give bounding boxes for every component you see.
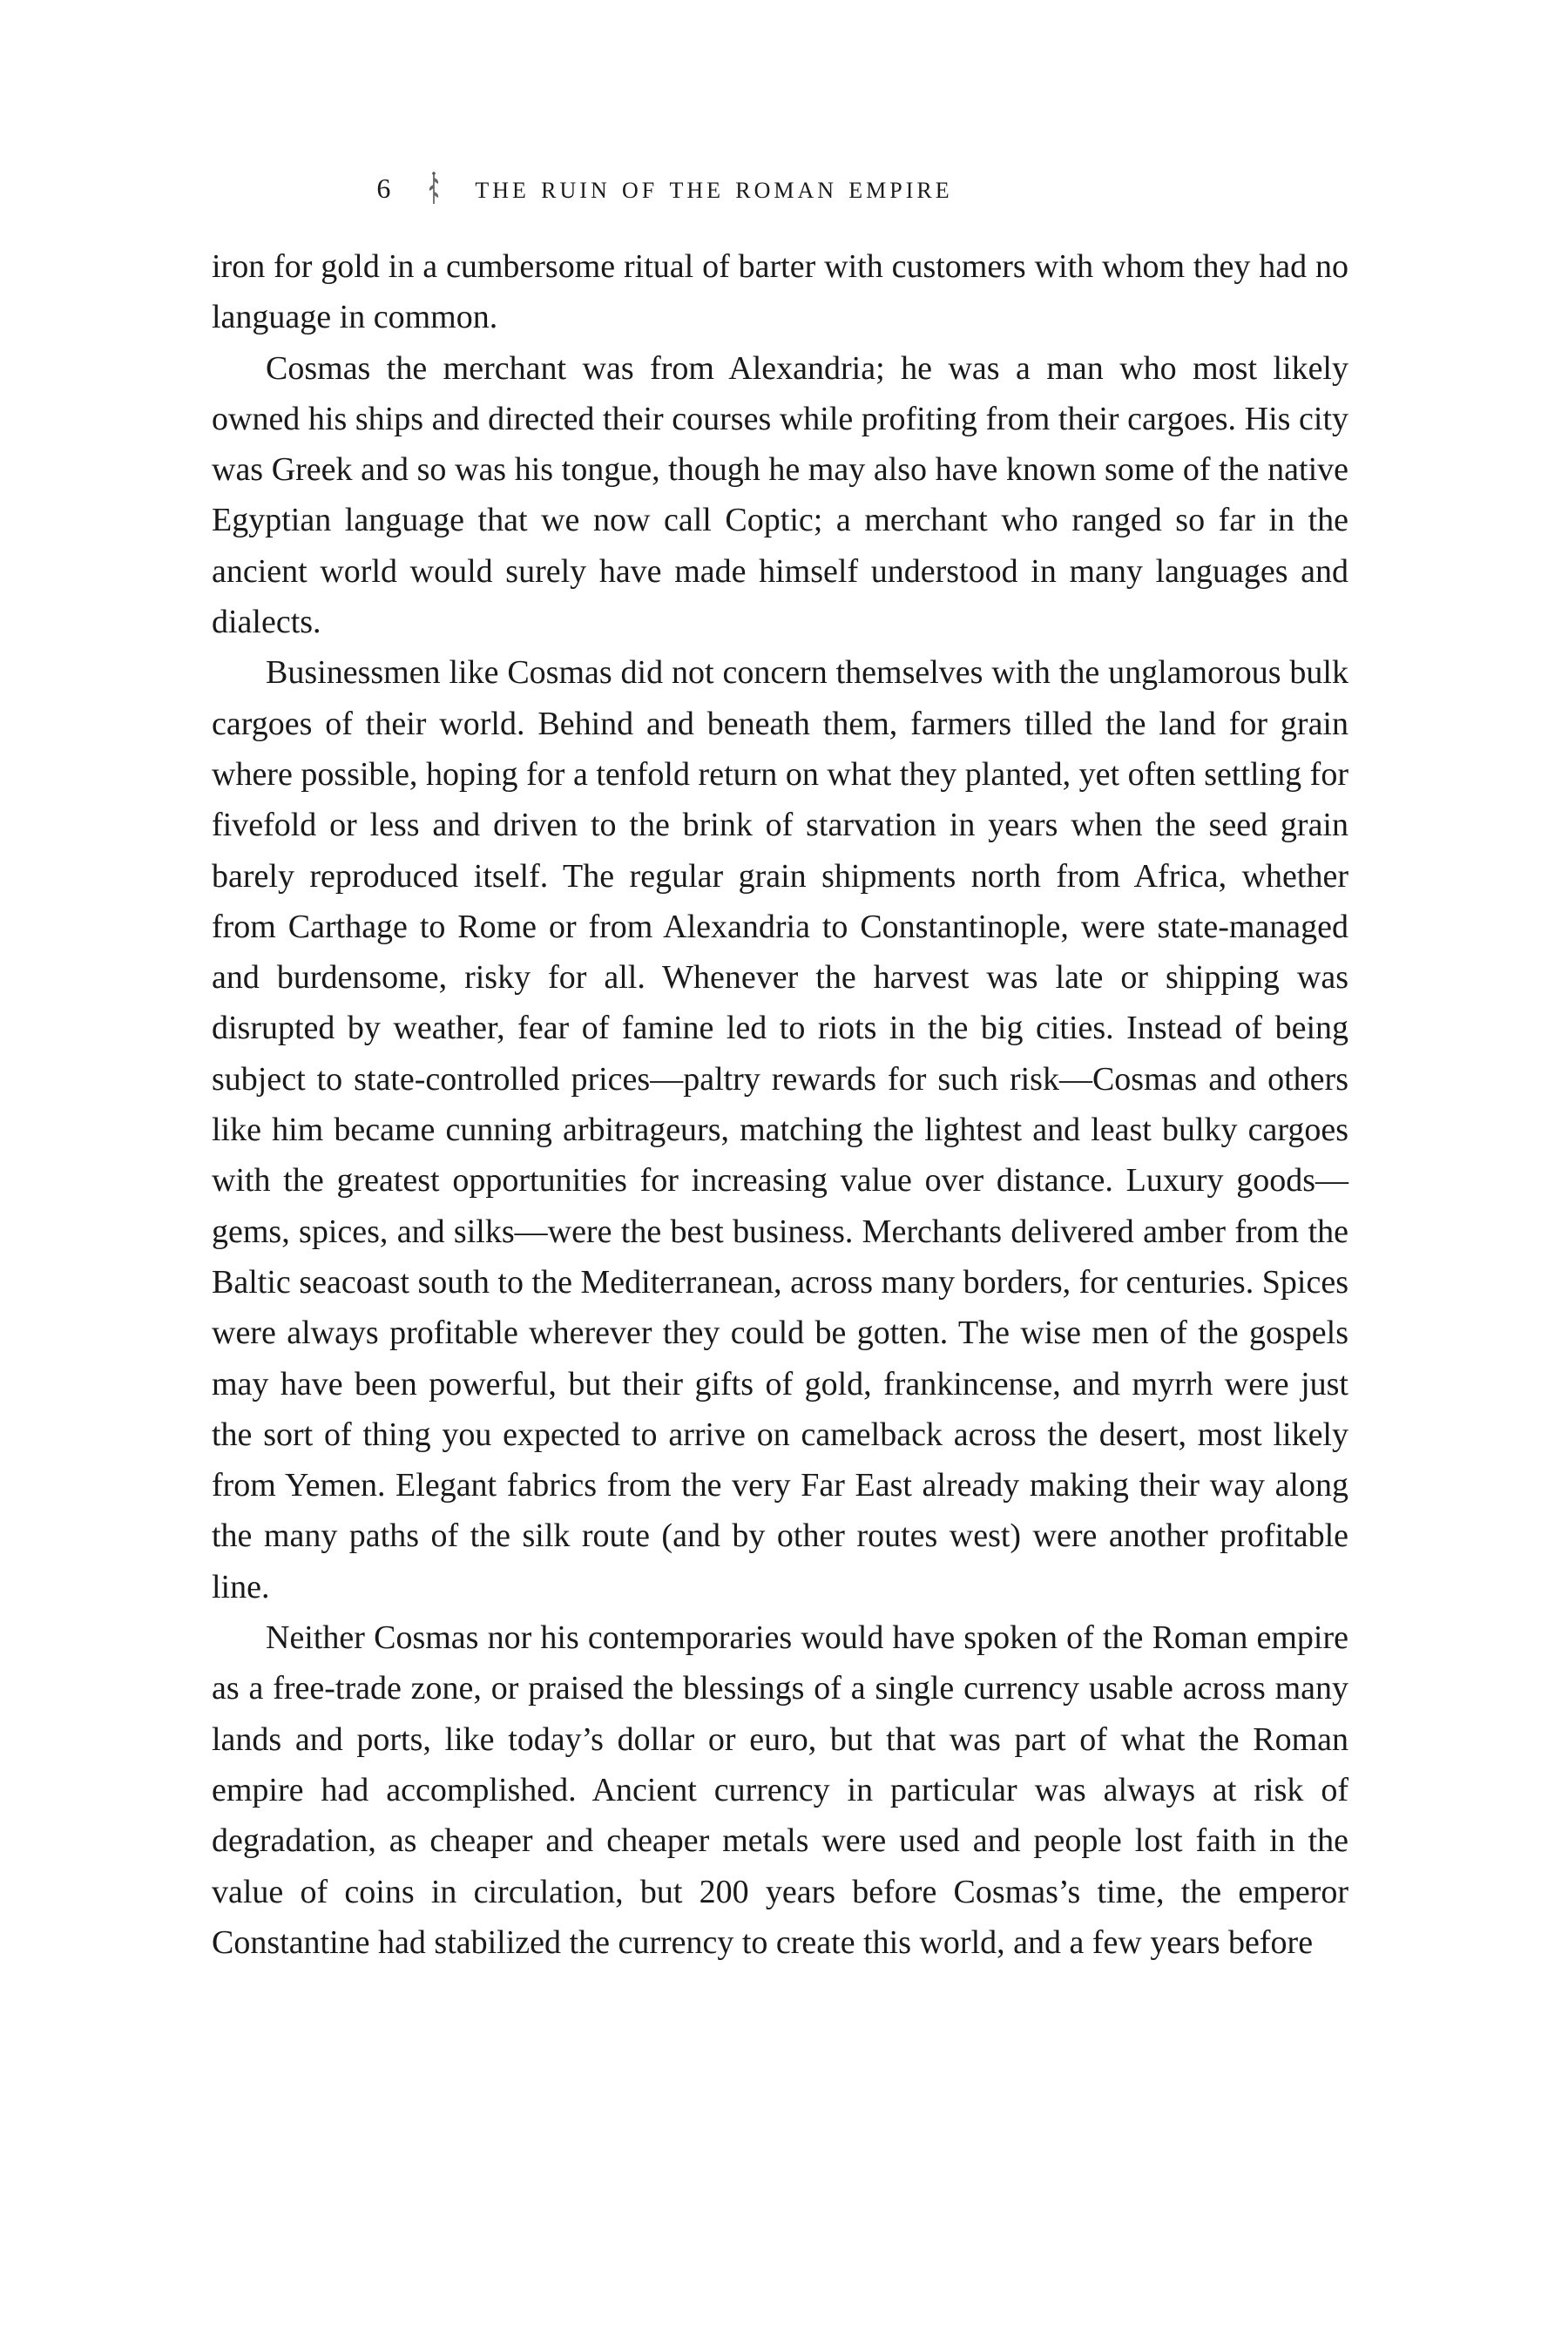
paragraph-1: iron for gold in a cumbersome ritual of barter with customers with whom they had no language in common.	[212, 248, 1348, 336]
running-head	[212, 167, 1118, 209]
page-number: 6	[376, 172, 394, 204]
paragraph-2: Cosmas the merchant was from Alexandria; he was a man who most likely owned his ships and directed their courses while profiting from their cargoes. His city was Greek and so was his tongue, though he may also have known some of the native Egyptian language that we now call Coptic; a merchant who ranged so far in the ancient world would surely have made himself understood in many languages and dialects.	[212, 349, 1348, 641]
vine-ornament-icon	[427, 171, 441, 206]
body-text	[212, 241, 1348, 1968]
paragraph-4: Neither Cosmas nor his contemporaries would have spoken of the Roman empire as a free-trade zone, or praised the blessings of a single currency usable across many lands and ports, like today’s dollar or euro, but that was part of what the Roman empire had accomplished. Ancient currency in particular was always at risk of degradation, as cheaper and cheaper metals were used and people lost faith in the value of coins in circulation, but 200 years before Cosmas’s time, the emperor Constantine had stabilized the currency to create this world, and a few years before	[212, 1619, 1348, 1961]
running-title: the ruin of the roman empire	[475, 170, 953, 206]
paragraph-3: Businessmen like Cosmas did not concern themselves with the unglamorous bulk cargoes of their world. Behind and beneath them, farmers tilled the land for grain where possible, hoping for a tenfold return on what they planted, yet often settling for fivefold or less and driven to the brink of starvation in years when the seed grain barely reproduced itself. The regular grain shipments north from Africa, whether from Carthage to Rome or from Alexandria to Constantinople, were state-managed and burdensome, risky for all. Whenever the harvest was late or shipping was disrupted by weather, fear of famine led to riots in the big cities. Instead of being subject to state-controlled prices—paltry rewards for such risk—Cosmas and others like him became cunning arbitrageurs, matching the lightest and least bulky cargoes with the greatest opportunities for increasing value over distance. Luxury goods—gems, spices, and silks—were the best business. Merchants delivered amber from the Baltic seacoast south to the Mediterranean, across many borders, for centuries. Spices were always profitable wherever they could be gotten. The wise men of the gospels may have been powerful, but their gifts of gold, frankincense, and myrrh were just the sort of thing you expected to arrive on camelback across the desert, most likely from Yemen. Elegant fabrics from the very Far East already making their way along the many paths of the silk route (and by other routes west) were another profitable line.	[212, 654, 1348, 1605]
